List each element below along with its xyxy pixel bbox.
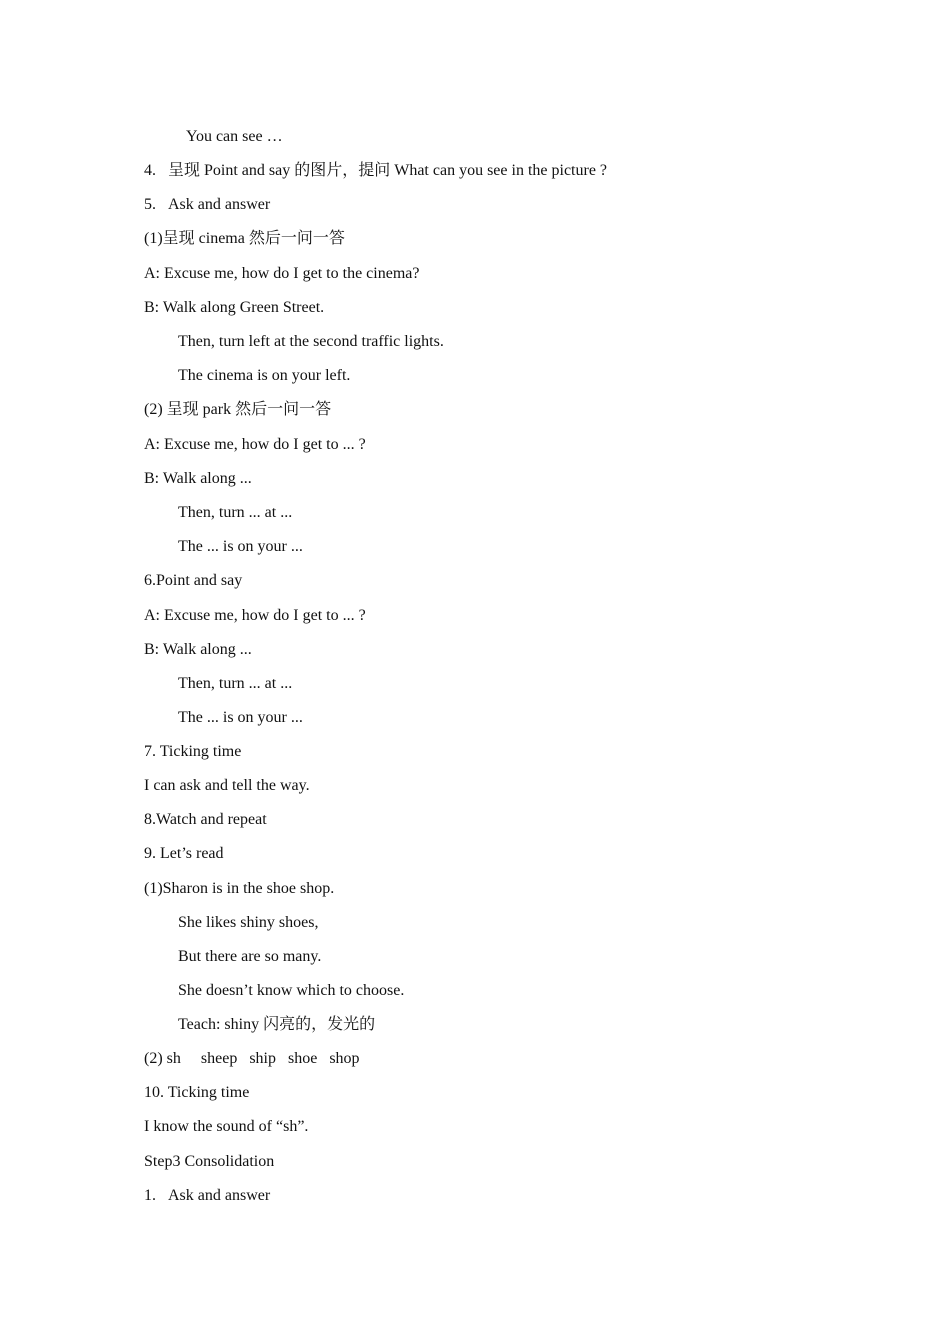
text-line: I know the sound of “sh”. <box>144 1118 309 1135</box>
phonics-line: (2) sh sheep ship shoe shop <box>144 1050 360 1067</box>
dialogue-line: The ... is on your ... <box>178 709 303 726</box>
section-heading: Step3 Consolidation <box>144 1153 275 1170</box>
dialogue-line: Then, turn ... at ... <box>178 675 293 692</box>
numbered-item: 8.Watch and repeat <box>144 811 267 828</box>
numbered-item: 1. Ask and answer <box>144 1187 271 1204</box>
text-line: You can see … <box>186 128 283 145</box>
dialogue-line: The ... is on your ... <box>178 538 303 555</box>
poem-line: She doesn’t know which to choose. <box>178 982 405 999</box>
numbered-item: 6.Point and say <box>144 572 243 589</box>
numbered-item: 9. Let’s read <box>144 845 224 862</box>
dialogue-line: The cinema is on your left. <box>178 367 351 384</box>
sub-heading: (2) 呈现 park 然后一问一答 <box>144 401 332 418</box>
sub-heading: (1)Sharon is in the shoe shop. <box>144 880 335 897</box>
text-line: I can ask and tell the way. <box>144 777 310 794</box>
dialogue-line: A: Excuse me, how do I get to ... ? <box>144 436 366 453</box>
dialogue-line: B: Walk along ... <box>144 470 252 487</box>
numbered-item: 10. Ticking time <box>144 1084 250 1101</box>
dialogue-line: Then, turn left at the second traffic lights. <box>178 333 444 350</box>
poem-line: But there are so many. <box>178 948 322 965</box>
numbered-item: 5. Ask and answer <box>144 196 271 213</box>
sub-heading: (1)呈现 cinema 然后一问一答 <box>144 230 345 247</box>
dialogue-line: Then, turn ... at ... <box>178 504 293 521</box>
dialogue-line: B: Walk along Green Street. <box>144 299 325 316</box>
vocabulary-line: Teach: shiny 闪亮的，发光的 <box>178 1016 376 1033</box>
poem-line: She likes shiny shoes, <box>178 914 319 931</box>
numbered-item: 7. Ticking time <box>144 743 242 760</box>
dialogue-line: A: Excuse me, how do I get to ... ? <box>144 607 366 624</box>
dialogue-line: B: Walk along ... <box>144 641 252 658</box>
dialogue-line: A: Excuse me, how do I get to the cinema? <box>144 265 420 282</box>
numbered-item: 4. 呈现 Point and say 的图片，提问 What can you see in the picture ? <box>144 162 608 179</box>
